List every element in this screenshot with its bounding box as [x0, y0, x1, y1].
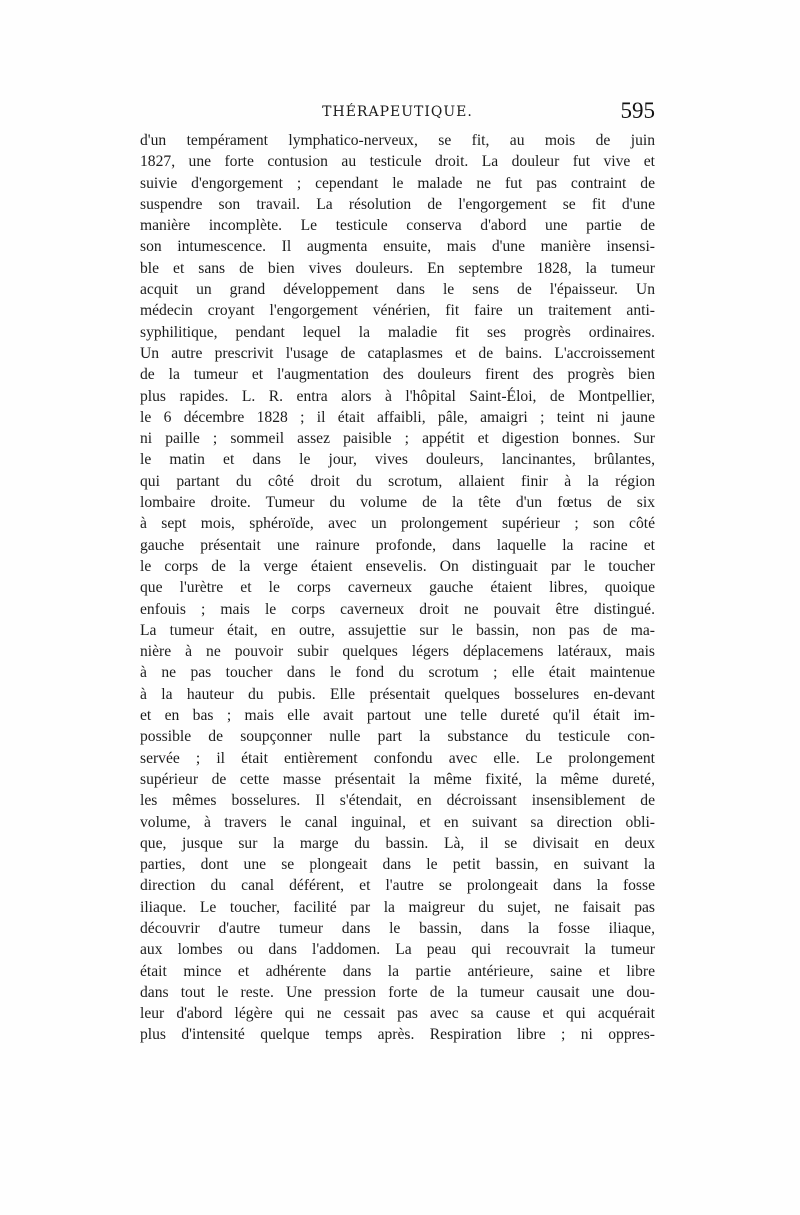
text-line: son intumescence. Il augmenta ensuite, mais d'une manière insensi- [140, 238, 655, 256]
text-line: médecin croyant l'engorgement vénérien, fit faire un traitement anti- [140, 302, 655, 320]
text-line: le corps de la verge étaient ensevelis. On distinguait par le toucher [140, 557, 655, 575]
text-line: leur d'abord légère qui ne cessait pas avec sa cause et qui acquérait [140, 1005, 655, 1023]
text-line: possible de soupçonner nulle part la substance du testicule con- [140, 728, 655, 746]
text-line: suspendre son travail. La résolution de l'engorgement se fit d'une [140, 195, 655, 213]
text-line: iliaque. Le toucher, facilité par la maigreur du sujet, ne faisait pas [140, 898, 655, 916]
text-line: direction du canal déférent, et l'autre se prolongeait dans la fosse [140, 877, 655, 895]
text-line: et en bas ; mais elle avait partout une telle dureté qu'il était im- [140, 707, 655, 725]
text-line: découvrir d'autre tumeur dans le bassin, dans la fosse iliaque, [140, 919, 655, 937]
text-line: supérieur de cette masse présentait la même fixité, la même dureté, [140, 770, 655, 788]
page-header [140, 98, 655, 128]
text-line: Un autre prescrivit l'usage de cataplasmes et de bains. L'accroissement [140, 344, 655, 362]
text-line: que l'urètre et le corps caverneux gauche étaient libres, quoique [140, 579, 655, 597]
text-line: le matin et dans le jour, vives douleurs, lancinantes, brûlantes, [140, 451, 655, 469]
text-line: était mince et adhérente dans la partie antérieure, saine et libre [140, 962, 655, 980]
text-line: à la hauteur du pubis. Elle présentait quelques bosselures en-devant [140, 685, 655, 703]
text-line: enfouis ; mais le corps caverneux droit ne pouvait être distingué. [140, 600, 655, 618]
text-line: que, jusque sur la marge du bassin. Là, il se divisait en deux [140, 834, 655, 852]
text-line: ni paille ; sommeil assez paisible ; appétit et digestion bonnes. Sur [140, 430, 655, 448]
running-head: THÉRAPEUTIQUE. [322, 104, 473, 120]
text-line: volume, à travers le canal inguinal, et en suivant sa direction obli- [140, 813, 655, 831]
text-line: lombaire droite. Tumeur du volume de la tête d'un fœtus de six [140, 494, 655, 512]
text-line: nière à ne pouvoir subir quelques légers déplacemens latéraux, mais [140, 643, 655, 661]
text-line: plus rapides. L. R. entra alors à l'hôpital Saint-Éloi, de Montpellier, [140, 387, 655, 405]
text-line: servée ; il était entièrement confondu avec elle. Le prolongement [140, 749, 655, 767]
text-line: qui partant du côté droit du scrotum, allaient finir à la région [140, 472, 655, 490]
text-line: syphilitique, pendant lequel la maladie fit ses progrès ordinaires. [140, 323, 655, 341]
text-line: les mêmes bosselures. Il s'étendait, en décroissant insensiblement de [140, 792, 655, 810]
text-line: le 6 décembre 1828 ; il était affaibli, pâle, amaigri ; teint ni jaune [140, 408, 655, 426]
text-line: La tumeur était, en outre, assujettie sur le bassin, non pas de ma- [140, 621, 655, 639]
text-line: plus d'intensité quelque temps après. Respiration libre ; ni oppres- [140, 1026, 655, 1044]
text-line: à ne pas toucher dans le fond du scrotum ; elle était maintenue [140, 664, 655, 682]
text-line: d'un tempérament lymphatico-nerveux, se fit, au mois de juin [140, 132, 655, 149]
text-line: acquit un grand développement dans le sens de l'épaisseur. Un [140, 281, 655, 299]
text-line: parties, dont une se plongeait dans le petit bassin, en suivant la [140, 856, 655, 874]
text-line: manière incomplète. Le testicule conserva d'abord une partie de [140, 217, 655, 235]
text-line: dans tout le reste. Une pression forte de la tumeur causait une dou- [140, 983, 655, 1001]
text-line: 1827, une forte contusion au testicule droit. La douleur fut vive et [140, 153, 655, 171]
text-line: gauche présentait une rainure profonde, dans laquelle la racine et [140, 536, 655, 554]
page-number: 595 [620, 98, 655, 123]
text-line: ble et sans de bien vives douleurs. En septembre 1828, la tumeur [140, 259, 655, 277]
text-line: aux lombes ou dans l'addomen. La peau qui recouvrait la tumeur [140, 941, 655, 959]
text-line: suivie d'engorgement ; cependant le malade ne fut pas contraint de [140, 174, 655, 192]
text-line: de la tumeur et l'augmentation des douleurs firent des progrès bien [140, 366, 655, 384]
text-line: à sept mois, sphéroïde, avec un prolongement supérieur ; son côté [140, 515, 655, 533]
body-text [140, 130, 655, 1046]
